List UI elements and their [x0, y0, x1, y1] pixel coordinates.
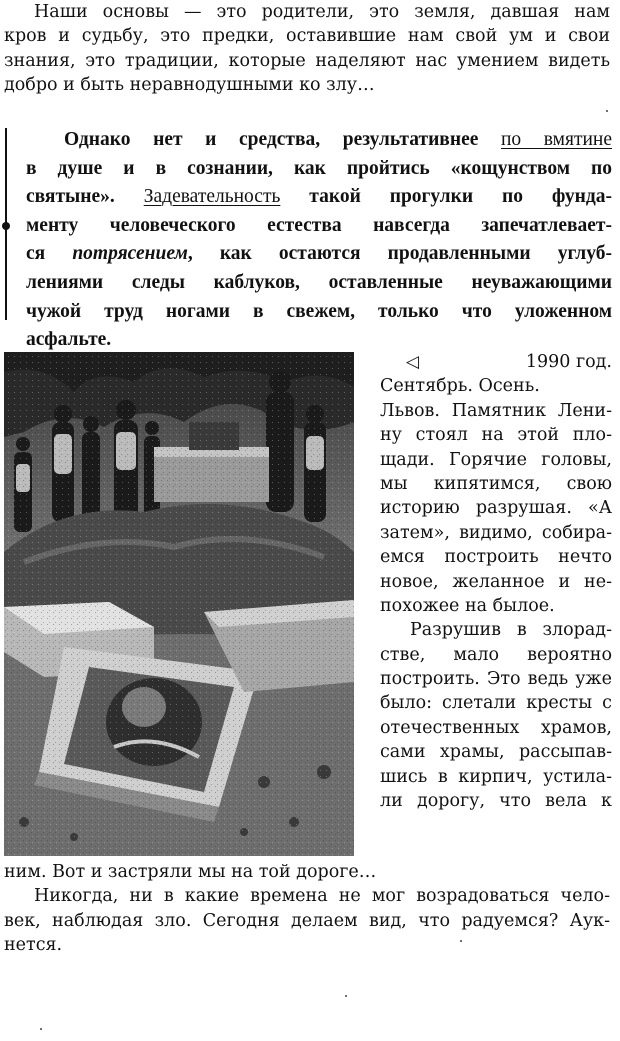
photo-image [4, 352, 354, 856]
underlined-phrase: по вмятине [500, 129, 612, 150]
text-line: новое, желанное и не- [380, 571, 612, 592]
text-run: такой прогулки по фунда- [280, 186, 612, 208]
scan-speck [40, 1028, 42, 1030]
text-line: Сентябрь. Осень. [380, 376, 540, 397]
year-text: 1990 год. [525, 352, 612, 372]
text-line: ну стоял на этой пло- [380, 425, 612, 446]
left-triangle-icon: ◁ [406, 352, 420, 372]
text-line: мы кипятимся, свою [380, 473, 612, 494]
text-line: менту человеческого естества навсегда запечатлевает- [26, 214, 612, 236]
margin-marker [2, 222, 10, 230]
text-line: шись в кирпич, устила- [380, 766, 612, 787]
text-line [26, 126, 612, 155]
text-line: чужой труд ногами в свежем, только что уложенном [26, 300, 612, 322]
text-line: нется. [4, 935, 63, 956]
text-line: щади. Горячие головы, [380, 449, 612, 470]
text-line: Разрушив в злорад- [410, 620, 612, 641]
scan-speck [345, 995, 347, 997]
text-line [26, 240, 612, 269]
text-line: затем», видимо, собира- [380, 522, 612, 543]
text-run: Однако нет и средства, результативнее [64, 129, 501, 150]
emphasis-paragraph [26, 126, 612, 355]
intro-paragraph [4, 0, 610, 98]
text-run: ся [26, 243, 73, 265]
italic-phrase: потрясением [72, 243, 188, 265]
toppled-monument-photo [4, 352, 354, 856]
text-line: век, наблюдая зло. Сегодня делаем вид, что радуемся? Аук- [4, 910, 610, 931]
scan-speck [606, 110, 608, 112]
text-line: емся построить нечто [380, 547, 612, 568]
underlined-phrase: Задевательность [143, 186, 281, 208]
text-line: построить. Это ведь уже [380, 669, 612, 690]
text-line [380, 350, 612, 374]
text-line: добро и быть неравнодушными ко злу… [4, 75, 375, 96]
text-line: кров и судьбу, это предки, оставившие нам свой ум и свои [4, 26, 610, 47]
text-run: святыне». [26, 186, 144, 208]
text-line: было: слетали кресты с [380, 693, 612, 714]
photo-caption-column [380, 350, 612, 813]
text-line: асфальте. [26, 329, 112, 351]
text-line: ли дорогу, что вела к [380, 791, 612, 812]
text-run: , как остаются продавленными углуб- [187, 243, 612, 265]
text-line: стве, мало вероятно [380, 644, 612, 665]
text-line: лениями следы каблуков, оставленные неуважающими [26, 271, 612, 293]
scan-speck [460, 940, 462, 942]
text-line: похожее на былое. [380, 595, 555, 616]
text-line: ним. Вот и застряли мы на той дороге… [4, 862, 377, 882]
text-line: историю разрушая. «А [380, 498, 612, 519]
text-line: знания, это традиции, которые наделяют нас умением видеть [4, 50, 610, 71]
text-line: сами храмы, рассыпав- [380, 742, 612, 763]
text-line: отечественных храмов, [380, 717, 612, 738]
text-line: Никогда, ни в какие времена не мог возрадоваться чело- [34, 886, 610, 907]
text-line: Наши основы — это родители, это земля, давшая нам [34, 2, 610, 22]
text-line: в душе и в сознании, как пройтись «кощунством по [26, 157, 612, 179]
text-line: Львов. Памятник Лени- [380, 400, 612, 421]
closing-paragraph [4, 860, 610, 958]
text-line [26, 183, 612, 212]
